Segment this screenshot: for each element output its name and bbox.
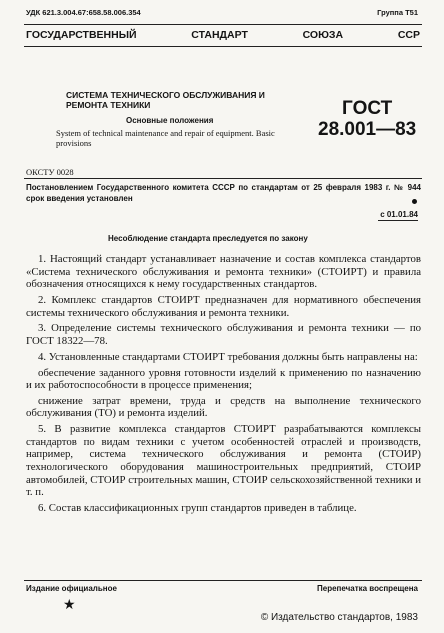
- paragraph: 3. Определение системы технического обслуживания и ремонта техники — по ГОСТ 18322—78.: [26, 322, 421, 347]
- star-icon: ★: [63, 598, 76, 613]
- reprint-prohibited: Перепечатка воспрещена: [317, 584, 418, 593]
- paragraph: 5. В развитие комплекса стандартов СТОИРТ разрабатываются комплексы стандартов по видам техники с учетом особенностей отраслей и производств, например, система технического обслуживания и ремонта (СТОИР) технологического оборудования машиностроительных предприятий, СТОИР автомобилей, СТОИР строительных машин, СТОИР сельскохозяйственной техники и т. п.: [26, 423, 421, 499]
- decree-text: Постановлением Государственного комитета СССР по стандартам от 25 февраля 1983 г. № 944 срок введения установлен: [26, 183, 421, 203]
- official-edition: Издание официальное: [26, 584, 117, 593]
- subtitle: Основные положения: [126, 116, 214, 125]
- banner-rule: [24, 46, 422, 47]
- paragraph: снижение затрат времени, труда и средств на выполнение технического обслуживания (ТО) и ремонта изделий.: [26, 394, 421, 420]
- copyright: © Издательство стандартов, 1983: [260, 612, 418, 623]
- state-standard-banner: [26, 29, 420, 41]
- banner-word: ГОСУДАРСТВЕННЫЙ: [26, 29, 137, 41]
- legal-warning: Несоблюдение стандарта преследуется по закону: [108, 234, 308, 243]
- paragraph: 1. Настоящий стандарт устанавливает назначение и состав комплекса стандартов «Система технического обслуживания и ремонта техники» (СТОИРТ) и правила обозначения относящихся к нему государственных стандартов.: [26, 253, 421, 291]
- date-underline: [378, 220, 418, 221]
- okstu-code: ОКСТУ 0028: [26, 167, 74, 177]
- system-title: СИСТЕМА ТЕХНИЧЕСКОГО ОБСЛУЖИВАНИЯ И РЕМОНТА ТЕХНИКИ: [66, 90, 265, 110]
- body-text: [26, 253, 421, 518]
- banner-word: СОЮЗА: [302, 29, 344, 41]
- english-title: System of technical maintenance and repair of equipment. Basic provisions: [56, 128, 275, 148]
- paragraph: 6. Состав классификационных групп стандартов приведен в таблице.: [38, 502, 357, 514]
- bullet-mark: [412, 199, 417, 204]
- paragraph: 2. Комплекс стандартов СТОИРТ предназначен для нормативного обеспечения системы технического обслуживания и ремонта техники.: [26, 293, 421, 319]
- paragraph: обеспечение заданного уровня готовности изделий к применению по назначению и их работоспособности в процессе применения;: [26, 366, 421, 392]
- gost-number: 28.001—83: [318, 119, 417, 140]
- banner-word: СТАНДАРТ: [191, 29, 248, 41]
- okstu-rule: [24, 178, 422, 179]
- gost-label: ГОСТ: [342, 98, 393, 119]
- banner-word: ССР: [397, 29, 420, 41]
- footer-rule: [24, 580, 422, 581]
- paragraph: 4. Установленные стандартами СТОИРТ требования должны быть направлены на:: [38, 350, 418, 363]
- effective-date: с 01.01.84: [380, 210, 418, 219]
- gost-designation: [318, 98, 416, 140]
- group-code: Группа Т51: [377, 8, 418, 17]
- udk-code: УДК 621.3.004.67:658.58.006.354: [26, 8, 141, 17]
- top-rule: [24, 24, 422, 25]
